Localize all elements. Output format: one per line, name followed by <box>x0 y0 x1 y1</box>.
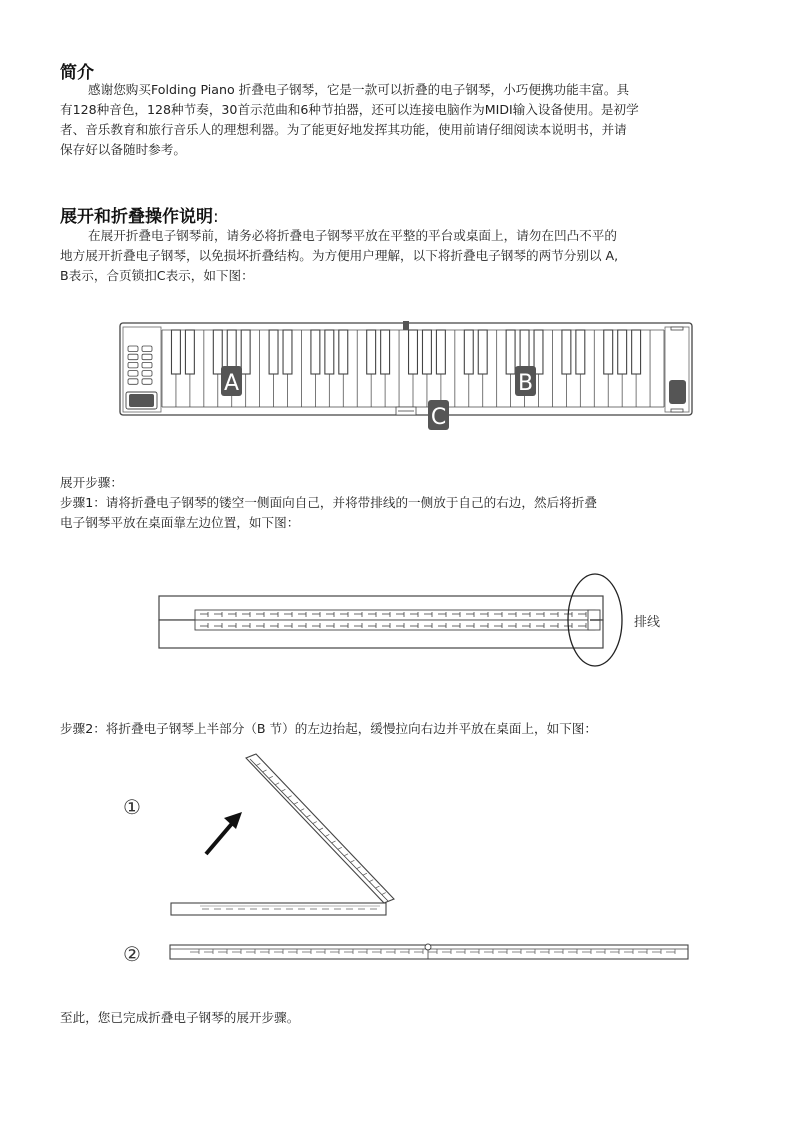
step1-line-2: 电子钢琴平放在桌面靠左边位置，如下图： <box>60 515 300 530</box>
figure-unfold-steps <box>110 750 700 975</box>
unfold-line-2: 地方展开折叠电子钢琴，以免损坏折叠结构。为方便用户理解，以下将折叠电子钢琴的两节分别以 A, <box>60 248 619 263</box>
unfold-heading-row <box>60 202 219 227</box>
unfold-line-1: 在展开折叠电子钢琴前，请务必将折叠电子钢琴平放在平整的平台或桌面上，请勿在凹凸不平的 <box>88 228 617 243</box>
steps-paragraph <box>60 473 760 533</box>
step2-line: 步骤2：将折叠电子钢琴上半部分（B 节）的左边抬起，缓慢拉向右边并平放在桌面上，如下图： <box>60 721 597 736</box>
label-a: A <box>223 371 240 396</box>
done-line: 至此，您已完成折叠电子钢琴的展开步骤。 <box>60 1010 300 1025</box>
figure-open-keyboard <box>118 318 698 434</box>
intro-heading: 简介 <box>60 63 94 83</box>
arrow-up-right-icon <box>206 812 242 854</box>
label-b: B <box>517 371 534 396</box>
step1-line-1: 步骤1：请将折叠电子钢琴的镂空一侧面向自己，并将带排线的一侧放于自己的右边，然后将折叠 <box>60 495 597 510</box>
intro-paragraph <box>60 80 760 160</box>
unfold-line-3: B表示，合页锁扣C表示，如下图： <box>60 268 254 283</box>
intro-line-1: 感谢您购买Folding Piano 折叠电子钢琴，它是一款可以折叠的电子钢琴，小巧便携功能丰富。具 <box>88 82 630 97</box>
intro-line-2: 有128种音色，128种节奏，30首示范曲和6种节拍器，还可以连接电脑作为MIDI输入设备使用。是初学 <box>60 102 639 117</box>
figure-folded-keyboard <box>150 570 690 670</box>
intro-line-4: 保存好以备随时参考。 <box>60 142 186 157</box>
unfold-heading-colon: : <box>213 207 219 227</box>
steps-title: 展开步骤： <box>60 475 123 490</box>
step-mark-1: ① <box>123 795 141 819</box>
ribbon-cable-label: 排线 <box>633 615 661 630</box>
intro-line-3: 者、音乐教育和旅行音乐人的理想利器。为了能更好地发挥其功能，使用前请仔细阅读本说明书，并请 <box>60 122 627 137</box>
unfold-heading: 展开和折叠操作说明 <box>60 207 213 227</box>
unfold-paragraph <box>60 226 760 286</box>
raised-section-b <box>246 754 394 903</box>
label-c: C <box>430 405 447 430</box>
step-mark-2: ② <box>123 942 141 966</box>
